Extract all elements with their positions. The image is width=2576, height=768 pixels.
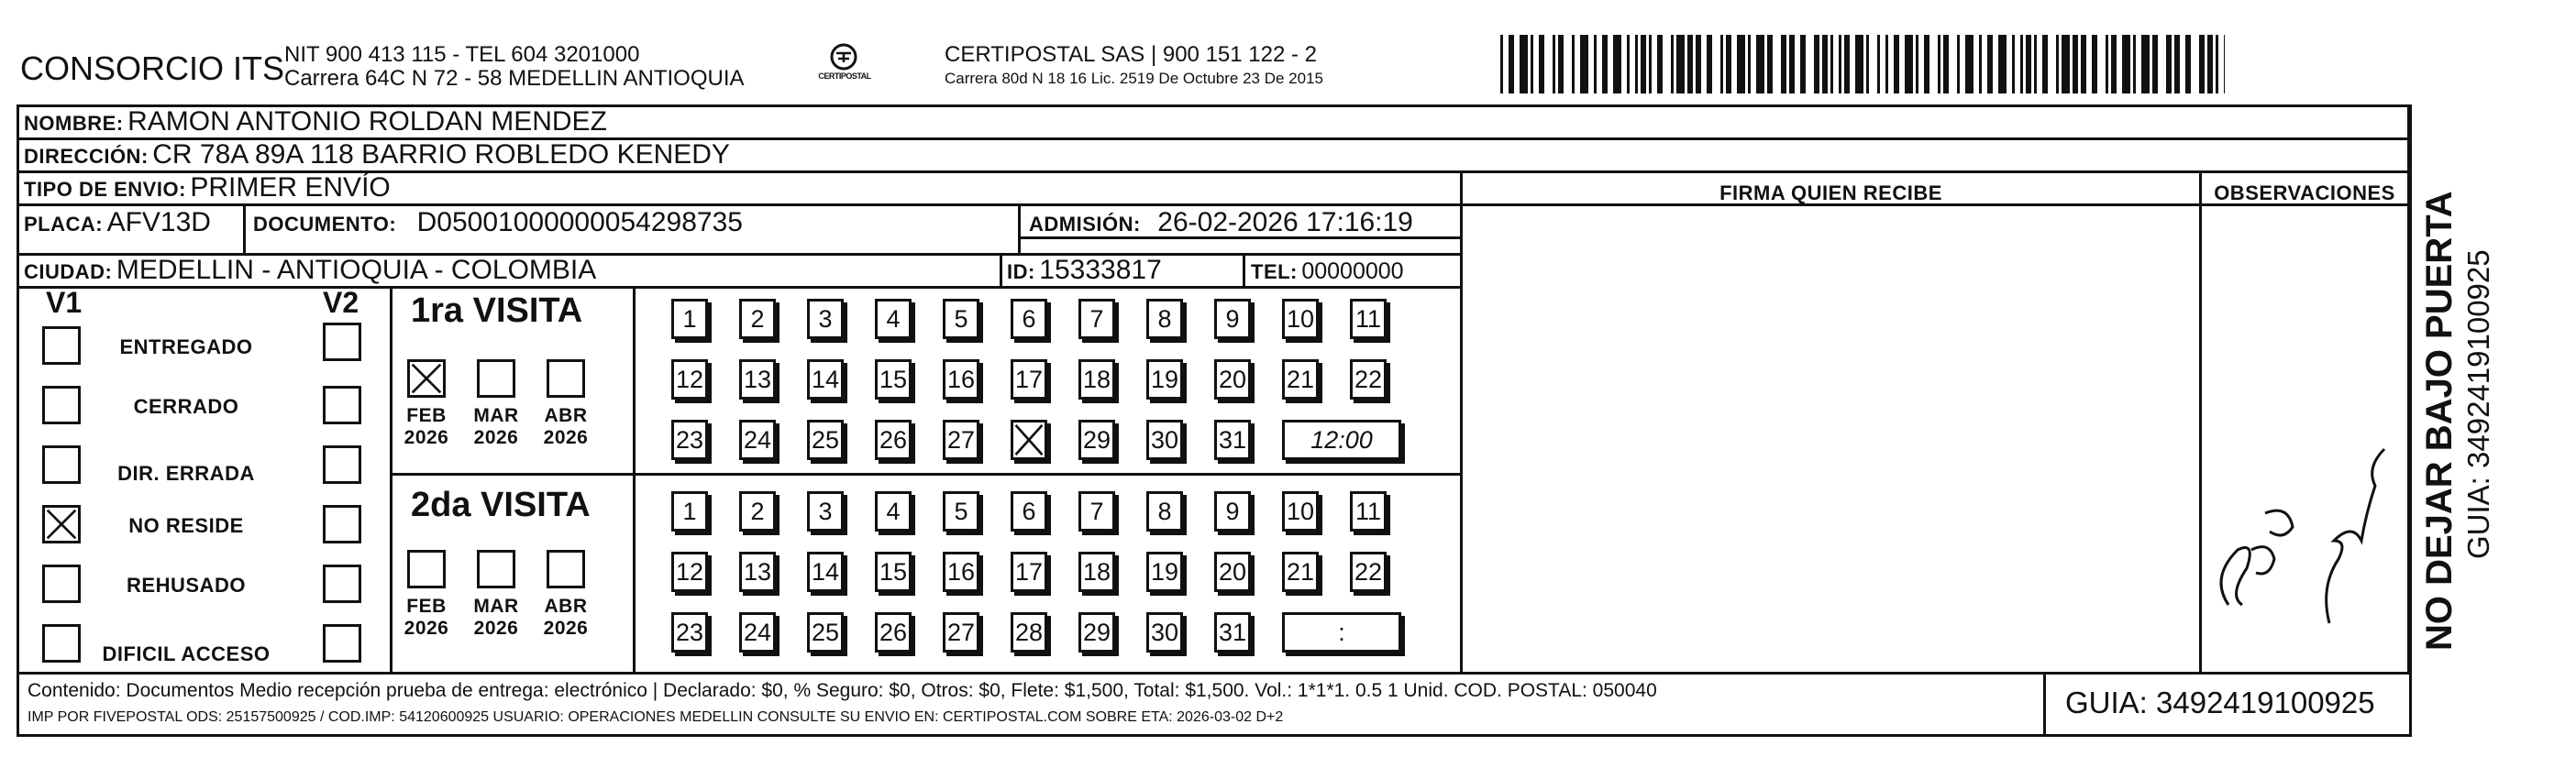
barcode-bar <box>2092 35 2097 93</box>
visit2-day-cell[interactable]: 23 <box>671 612 708 653</box>
visit2-month-label: FEB <box>406 596 447 617</box>
status-v2-checkbox[interactable] <box>323 624 361 663</box>
side-no-dejar: NO DEJAR BAJO PUERTA <box>2419 191 2460 651</box>
barcode-bar <box>1877 35 1880 93</box>
id-label: ID: <box>1007 260 1035 283</box>
visit1-month-label: ABR <box>544 405 588 426</box>
status-v1-checkbox[interactable] <box>42 565 81 603</box>
barcode-bar <box>2224 35 2225 93</box>
certipostal-license: Carrera 80d N 18 16 Lic. 2519 De Octubre 23 De 2015 <box>945 70 1323 87</box>
barcode-bar <box>1572 35 1575 93</box>
barcode-bar <box>1894 35 1899 93</box>
status-label: ENTREGADO <box>119 335 253 358</box>
status-label: REHUSADO <box>127 574 246 597</box>
status-v2-checkbox[interactable] <box>323 386 361 424</box>
certipostal-logo-icon <box>816 40 871 92</box>
barcode-bar <box>1558 35 1564 93</box>
barcode-bar <box>1905 35 1913 93</box>
visit2-month-checkbox[interactable] <box>477 550 515 588</box>
visit1-day-cell[interactable]: 9 <box>1214 299 1251 339</box>
placa-label: PLACA: <box>24 213 104 236</box>
visit2-day-cell[interactable]: 3 <box>807 491 844 532</box>
visit2-day-cell[interactable]: 2 <box>739 491 776 532</box>
placa-value: AFV13D <box>106 207 211 237</box>
barcode-bar <box>2081 35 2086 93</box>
visit1-day-cell[interactable]: 26 <box>875 420 912 460</box>
tel-value: 00000000 <box>1301 258 1404 284</box>
barcode <box>1500 35 2225 93</box>
barcode-bar <box>2216 35 2218 93</box>
barcode-bar <box>1885 35 1888 93</box>
certipostal-info: CERTIPOSTAL SAS | 900 151 122 - 2 <box>945 42 1317 67</box>
logo-text: CERTIPOSTAL <box>818 71 871 81</box>
visit1-day-cell[interactable]: 10 <box>1282 299 1319 339</box>
barcode-bar <box>1866 35 1869 93</box>
barcode-bar <box>1924 35 1929 93</box>
visit1-day-cell[interactable]: 1 <box>671 299 708 339</box>
footer-guia: GUIA: 3492419100925 <box>2065 686 2375 719</box>
status-v1-checkbox[interactable] <box>42 505 81 543</box>
status-v1-checkbox[interactable] <box>42 386 81 424</box>
visit2-day-cell[interactable]: 16 <box>943 552 979 592</box>
barcode-bar <box>1987 35 1993 93</box>
barcode-bar <box>2073 35 2078 93</box>
visit2-day-cell[interactable]: 5 <box>943 491 979 532</box>
status-v1-checkbox[interactable] <box>42 445 81 484</box>
visit1-day-cell[interactable]: 11 <box>1350 299 1387 339</box>
visit1-day-cell[interactable]: 4 <box>875 299 912 339</box>
barcode-bar <box>1814 35 1819 93</box>
v1-header: V1 <box>46 286 83 319</box>
visit2-day-cell[interactable]: 20 <box>1214 552 1251 592</box>
visit1-day-cell[interactable]: 25 <box>807 420 844 460</box>
barcode-bar <box>2106 35 2108 93</box>
ciudad-label: CIUDAD: <box>24 260 113 283</box>
status-label: DIR. ERRADA <box>117 462 255 485</box>
visit1-day-cell[interactable]: 12 <box>671 359 708 400</box>
footer-imp: IMP POR FIVEPOSTAL ODS: 25157500925 / COD.IMP: 54120600925 USUARIO: OPERACIONES MEDELLIN CONSULTE SU ENVIO EN: CERTIPOSTAL.COM SOBRE ETA: 2026-03-02 D+2 <box>28 709 1284 725</box>
barcode-bar <box>1539 35 1544 93</box>
barcode-bar <box>2166 35 2172 93</box>
visit2-day-cell[interactable]: 7 <box>1078 491 1115 532</box>
visit2-day-cell[interactable]: 19 <box>1146 552 1183 592</box>
signature-mark <box>2201 330 2403 651</box>
visit2-day-cell[interactable]: 31 <box>1214 612 1251 653</box>
visit1-day-cell[interactable]: 19 <box>1146 359 1183 400</box>
barcode-bar <box>2174 35 2180 93</box>
visit2-day-cell[interactable]: 1 <box>671 491 708 532</box>
v2-header: V2 <box>323 286 359 319</box>
barcode-bar <box>2111 35 2117 93</box>
barcode-bar <box>1756 35 1764 93</box>
visit2-day-cell[interactable]: 6 <box>1011 491 1047 532</box>
firma-header: FIRMA QUIEN RECIBE <box>1719 181 1942 204</box>
documento-value: D05001000000054298735 <box>416 207 743 237</box>
barcode-bar <box>1781 35 1786 93</box>
visit2-day-cell[interactable]: 17 <box>1011 552 1047 592</box>
documento-label: DOCUMENTO: <box>253 213 397 236</box>
visit1-day-cell[interactable]: 24 <box>739 420 776 460</box>
barcode-bar <box>1635 35 1638 93</box>
barcode-bar <box>1602 35 1608 93</box>
visit1-day-cell[interactable]: 2 <box>739 299 776 339</box>
visit1-month-year: 2026 <box>404 427 449 448</box>
status-v1-checkbox[interactable] <box>42 624 81 663</box>
nombre-label: NOMBRE: <box>24 112 124 135</box>
visit2-day-cell[interactable]: 22 <box>1350 552 1387 592</box>
visit2-day-cell[interactable]: 10 <box>1282 491 1319 532</box>
barcode-bar <box>1696 35 1701 93</box>
barcode-bar <box>1800 35 1806 93</box>
barcode-bar <box>2062 35 2070 93</box>
barcode-bar <box>2122 35 2130 93</box>
visit2-month-year: 2026 <box>404 618 449 639</box>
visit1-day-cell[interactable]: 3 <box>807 299 844 339</box>
visit1-day-cell[interactable]: 5 <box>943 299 979 339</box>
visit1-day-cell[interactable]: 18 <box>1078 359 1115 400</box>
visit1-month-label: FEB <box>406 405 447 426</box>
visit1-day-cell[interactable]: 6 <box>1011 299 1047 339</box>
barcode-bar <box>1657 35 1663 93</box>
visit1-month-year: 2026 <box>543 427 589 448</box>
barcode-bar <box>1789 35 1795 93</box>
visit2-month-year: 2026 <box>543 618 589 639</box>
visit1-day-cell[interactable]: 15 <box>875 359 912 400</box>
barcode-bar <box>1613 35 1621 93</box>
direccion-value: CR 78A 89A 118 BARRIO ROBLEDO KENEDY <box>152 139 730 170</box>
barcode-bar <box>1938 35 1940 93</box>
barcode-bar <box>1553 35 1555 93</box>
status-v2-checkbox[interactable] <box>323 323 361 361</box>
barcode-bar <box>1916 35 1918 93</box>
barcode-bar <box>2207 35 2213 93</box>
barcode-bar <box>1520 35 1528 93</box>
visit2-day-cell[interactable]: 29 <box>1078 612 1115 653</box>
visit1-day-cell[interactable]: 16 <box>943 359 979 400</box>
visit1-month-checkbox[interactable] <box>547 359 585 398</box>
company-name: CONSORCIO ITS <box>20 49 285 87</box>
barcode-bar <box>1844 35 1850 93</box>
barcode-bar <box>1641 35 1646 93</box>
barcode-bar <box>1707 35 1712 93</box>
barcode-bar <box>1943 35 1949 93</box>
barcode-bar <box>1720 35 1723 93</box>
visit1-day-cell[interactable]: 17 <box>1011 359 1047 400</box>
visit1-day-cell[interactable]: 29 <box>1078 420 1115 460</box>
status-label: NO RESIDE <box>128 514 244 537</box>
barcode-bar <box>2185 35 2191 93</box>
visit2-day-cell[interactable]: 25 <box>807 612 844 653</box>
ciudad-value: MEDELLIN - ANTIOQUIA - COLOMBIA <box>116 255 597 285</box>
barcode-bar <box>2152 35 2158 93</box>
observaciones-header: OBSERVACIONES <box>2214 181 2395 204</box>
admision-value: 26-02-2026 17:16:19 <box>1157 207 1413 237</box>
visit2-month-year: 2026 <box>473 618 519 639</box>
visit2-day-cell[interactable]: 28 <box>1011 612 1047 653</box>
visit1-day-cell[interactable]: 27 <box>943 420 979 460</box>
status-v2-checkbox[interactable] <box>323 565 361 603</box>
visit1-day-cell[interactable] <box>1011 420 1047 460</box>
visit1-day-cell[interactable]: 22 <box>1350 359 1387 400</box>
footer-contenido: Contenido: Documentos Medio recepción prueba de entrega: electrónico | Declarado: $0, % Seguro: $0, Otros: $0, Flete: $1,500, Total: $1,500. Vol.: 1*1*1. 0.5 1 Unid. COD. POSTAL: 050040 <box>28 680 1657 701</box>
barcode-bar <box>1830 35 1833 93</box>
id-value: 15333817 <box>1039 255 1162 285</box>
barcode-bar <box>1594 35 1597 93</box>
nombre-value: RAMON ANTONIO ROLDAN MENDEZ <box>127 106 607 137</box>
barcode-bar <box>1687 35 1693 93</box>
visit2-day-cell[interactable]: 27 <box>943 612 979 653</box>
visit2-month-label: MAR <box>473 596 519 617</box>
barcode-bar <box>1737 35 1745 93</box>
visit2-day-cell[interactable]: 24 <box>739 612 776 653</box>
visit1-month-checkbox[interactable] <box>407 359 446 398</box>
admision-label: ADMISIÓN: <box>1029 213 1141 236</box>
barcode-bar <box>2026 35 2031 93</box>
visit2-day-cell[interactable]: 12 <box>671 552 708 592</box>
visit1-month-checkbox[interactable] <box>477 359 515 398</box>
visit2-day-cell[interactable]: 9 <box>1214 491 1251 532</box>
visit1-day-cell[interactable]: 20 <box>1214 359 1251 400</box>
barcode-bar <box>2133 35 2136 93</box>
barcode-bar <box>1767 35 1773 93</box>
barcode-bar <box>2056 35 2059 93</box>
direccion-label: DIRECCIÓN: <box>24 145 149 168</box>
side-guia: GUIA: 3492419100925 <box>2461 249 2495 559</box>
visit1-month-label: MAR <box>473 405 519 426</box>
barcode-bar <box>1748 35 1751 93</box>
barcode-bar <box>1580 35 1588 93</box>
visit1-day-cell[interactable]: 13 <box>739 359 776 400</box>
status-label: CERRADO <box>133 395 239 418</box>
company-address: Carrera 64C N 72 - 58 MEDELLIN ANTIOQUIA <box>284 66 745 91</box>
barcode-bar <box>1839 35 1841 93</box>
visit2-day-cell[interactable]: 26 <box>875 612 912 653</box>
visit2-day-cell[interactable]: 8 <box>1146 491 1183 532</box>
barcode-bar <box>2034 35 2037 93</box>
visit1-time-cell[interactable]: 12:00 <box>1282 420 1401 460</box>
tipo-envio-value: PRIMER ENVÍO <box>190 172 391 203</box>
tel-label: TEL: <box>1251 260 1298 283</box>
status-v1-checkbox[interactable] <box>42 326 81 365</box>
visit1-day-cell[interactable]: 31 <box>1214 420 1251 460</box>
barcode-bar <box>1671 35 1674 93</box>
barcode-bar <box>2042 35 2048 93</box>
visit2-month-checkbox[interactable] <box>407 550 446 588</box>
barcode-bar <box>1500 35 1503 93</box>
barcode-bar <box>1855 35 1863 93</box>
visit2-day-cell[interactable]: 30 <box>1146 612 1183 653</box>
barcode-bar <box>1531 35 1533 93</box>
barcode-bar <box>1649 35 1652 93</box>
barcode-bar <box>2012 35 2015 93</box>
barcode-bar <box>1627 35 1630 93</box>
visit1-day-cell[interactable]: 23 <box>671 420 708 460</box>
visit2-day-cell[interactable]: 15 <box>875 552 912 592</box>
visit1-day-cell[interactable]: 8 <box>1146 299 1183 339</box>
status-v2-checkbox[interactable] <box>323 505 361 543</box>
barcode-bar <box>1509 35 1514 93</box>
barcode-bar <box>1676 35 1685 93</box>
visit2-title: 2da VISITA <box>411 486 591 524</box>
visit1-month-year: 2026 <box>473 427 519 448</box>
visit2-day-cell[interactable]: 11 <box>1350 491 1387 532</box>
visit2-day-cell[interactable]: 13 <box>739 552 776 592</box>
visit1-title: 1ra VISITA <box>411 291 583 330</box>
visit1-day-cell[interactable]: 7 <box>1078 299 1115 339</box>
barcode-bar <box>2020 35 2023 93</box>
barcode-bar <box>1998 35 2007 93</box>
status-v2-checkbox[interactable] <box>323 445 361 484</box>
barcode-bar <box>1979 35 1982 93</box>
barcode-bar <box>1957 35 1960 93</box>
visit2-day-cell[interactable]: 4 <box>875 491 912 532</box>
visit2-month-checkbox[interactable] <box>547 550 585 588</box>
barcode-bar <box>1822 35 1828 93</box>
visit2-day-cell[interactable]: 18 <box>1078 552 1115 592</box>
visit1-day-cell[interactable]: 14 <box>807 359 844 400</box>
visit2-time-cell[interactable]: : <box>1282 612 1401 653</box>
visit2-day-cell[interactable]: 14 <box>807 552 844 592</box>
visit2-day-cell[interactable]: 21 <box>1282 552 1319 592</box>
status-label: DIFICIL ACCESO <box>102 642 271 665</box>
barcode-bar <box>2141 35 2150 93</box>
barcode-bar <box>2199 35 2205 93</box>
company-nit: NIT 900 413 115 - TEL 604 3201000 <box>284 42 640 67</box>
barcode-bar <box>1726 35 1731 93</box>
barcode-bar <box>1965 35 1973 93</box>
visit2-month-label: ABR <box>544 596 588 617</box>
visit1-day-cell[interactable]: 30 <box>1146 420 1183 460</box>
visit1-day-cell[interactable]: 21 <box>1282 359 1319 400</box>
tipo-envio-label: TIPO DE ENVIO: <box>24 178 186 201</box>
